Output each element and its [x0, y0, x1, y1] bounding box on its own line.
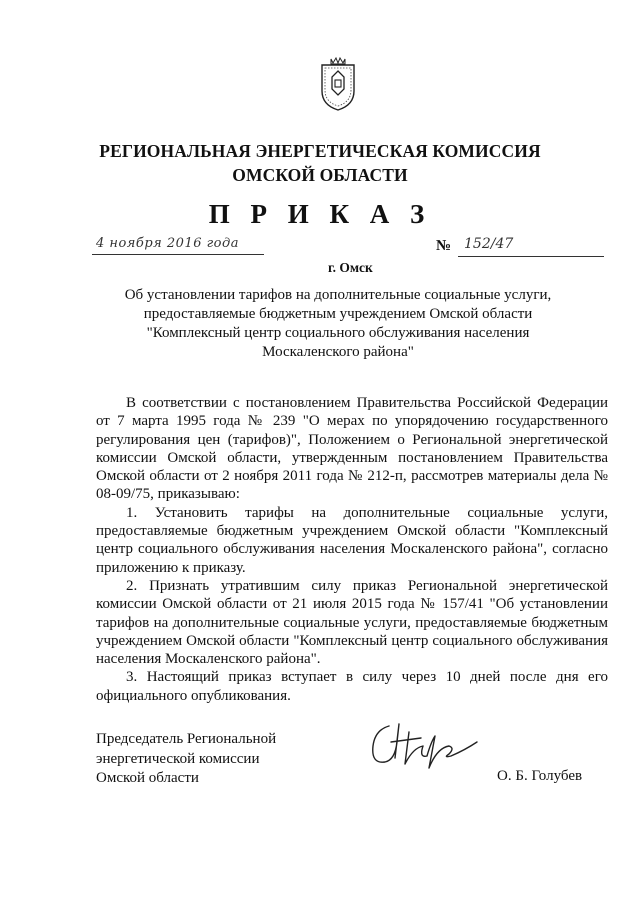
date-underline: [92, 254, 264, 255]
document-date: 4 ноября 2016 года: [96, 236, 239, 251]
city-label: г. Омск: [328, 260, 373, 275]
signatory-position: [96, 730, 276, 789]
signature-icon: [365, 712, 483, 776]
body-paragraph-item-1: 1. Установить тарифы на дополнительные социальные услуги, предоставляемые бюджетным учреждением Омской области "Комплексный центр социального обслуживания населения Москаленского района", согласно приложению к приказу.: [96, 504, 608, 576]
signer-name: О. Б. Голубев: [497, 768, 583, 784]
coat-of-arms-icon: [318, 55, 358, 111]
signatory-position-line: энергетической комиссии: [96, 750, 260, 767]
subject-line: предоставляемые бюджетным учреждением Омской области: [143, 306, 533, 322]
subject-line: "Комплексный центр социального обслуживания населения: [146, 325, 530, 341]
order-body: [96, 394, 608, 705]
body-paragraph-item-3: 3. Настоящий приказ вступает в силу через 10 дней после дня его официального опубликования.: [96, 669, 608, 704]
subject-line: Об установлении тарифов на дополнительные социальные услуги,: [124, 287, 552, 303]
body-paragraph-item-2: 2. Признать утратившим силу приказ Региональной энергетической комиссии Омской области от 21 июля 2015 года № 157/41 "Об установлении тарифов на дополнительные социальные услуги, предоставляемые бюджетным учреждением Омской области "Комплексный центр социального обслуживания населения Москаленского района".: [96, 577, 608, 668]
number-label: №: [436, 238, 452, 254]
document-title: П Р И К А З: [208, 199, 432, 229]
document-number: 152/47: [464, 236, 514, 252]
organization-name-line2: ОМСКОЙ ОБЛАСТИ: [232, 165, 408, 185]
order-subject: [108, 286, 568, 362]
organization-name-line1: РЕГИОНАЛЬНАЯ ЭНЕРГЕТИЧЕСКАЯ КОМИССИЯ: [99, 141, 541, 161]
signatory-position-line: Председатель Региональной: [96, 731, 277, 747]
subject-line: Москаленского района": [262, 344, 414, 360]
body-paragraph-preamble: В соответствии с постановлением Правительства Российской Федерации от 7 марта 1995 года № 239 "О мерах по упорядочению государственного регулирования цен (тарифов)", Положением о Региональной энергетической комиссии Омской области, утвержденным постановлением Правительства Омской области от 2 ноября 2011 года № 212-п, рассмотрев материалы дела № 08-09/75, приказываю:: [96, 395, 608, 503]
signatory-position-line: Омской области: [96, 770, 199, 786]
number-underline: [458, 256, 604, 257]
